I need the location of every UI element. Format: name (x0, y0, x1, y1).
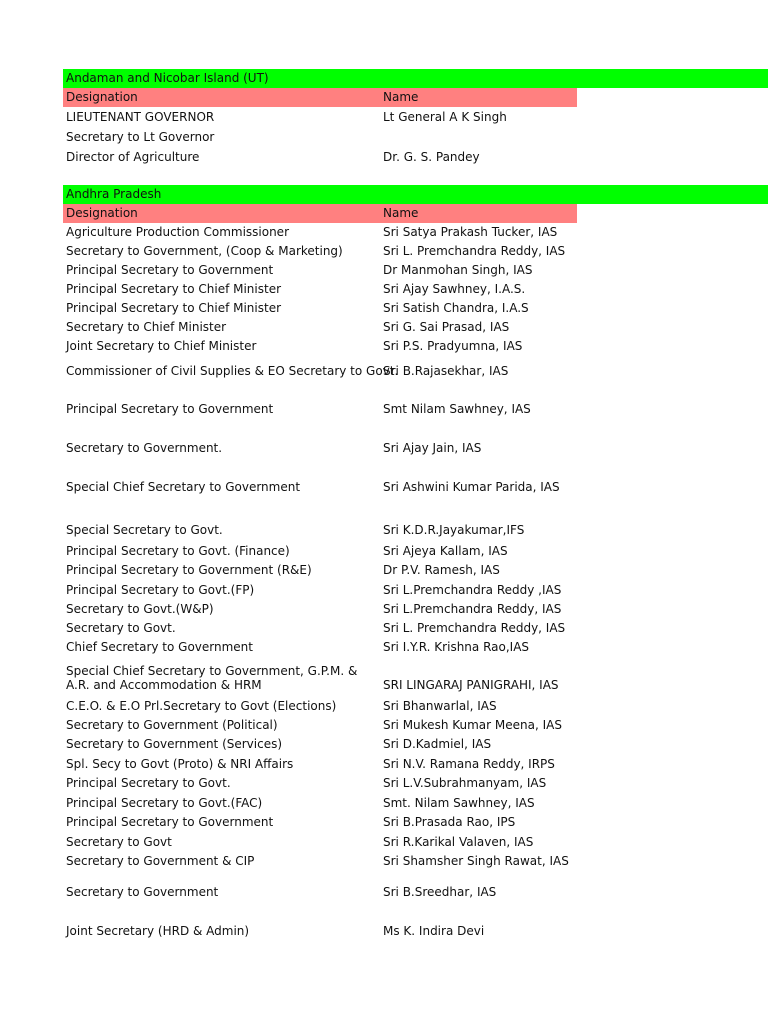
name-cell: Sri L. Premchandra Reddy, IAS (383, 621, 566, 635)
name-cell: Sri B.Rajasekhar, IAS (383, 364, 509, 378)
name-cell: Sri B.Prasada Rao, IPS (383, 815, 516, 829)
table-row (63, 852, 768, 871)
table-row (63, 793, 768, 813)
name-cell: Sri G. Sai Prasad, IAS (383, 320, 510, 334)
name-cell: Sri Ashwini Kumar Parida, IAS (383, 480, 560, 494)
table-row (63, 657, 768, 696)
name-cell: Sri Satya Prakash Tucker, IAS (383, 225, 558, 239)
designation-cell: Secretary to Government (Political) (66, 718, 278, 732)
designation-cell: Principal Secretary to Government (R&E) (66, 563, 312, 577)
table-row (63, 813, 768, 832)
designation-cell: Director of Agriculture (66, 150, 200, 164)
name-cell: Sri Shamsher Singh Rawat, IAS (383, 854, 569, 868)
name-cell: SRI LINGARAJ PANIGRAHI, IAS (383, 678, 559, 692)
table-row (63, 505, 768, 542)
name-header: Name (383, 206, 419, 220)
table-row (63, 223, 768, 242)
table-row (63, 337, 768, 356)
section-title: Andaman and Nicobar Island (UT) (63, 69, 768, 88)
name-cell: Sri Ajeya Kallam, IAS (383, 544, 508, 558)
table-row (63, 735, 768, 754)
table-row (63, 318, 768, 337)
table-row (63, 147, 768, 167)
designation-cell: Secretary to Government, (Coop & Marketing) (66, 244, 343, 258)
designation-cell: Secretary to Chief Minister (66, 320, 227, 334)
table-row (63, 299, 768, 318)
table-row (63, 754, 768, 774)
designation-cell: Principal Secretary to Government (66, 815, 274, 829)
name-cell: Smt. Nilam Sawhney, IAS (383, 796, 535, 810)
name-cell: Sri Bhanwarlal, IAS (383, 699, 497, 713)
designation-cell: Secretary to Government (66, 885, 219, 899)
name-cell: Dr Manmohan Singh, IAS (383, 263, 533, 277)
table-row (63, 716, 768, 735)
name-cell: Dr P.V. Ramesh, IAS (383, 563, 500, 577)
name-cell: Sri Ajay Jain, IAS (383, 441, 482, 455)
table-row (63, 580, 768, 600)
designation-cell: Special Chief Secretary to Government, G.P.M. & A.R. and Accommodation & HRM (66, 664, 358, 692)
designation-cell: C.E.O. & E.O Prl.Secretary to Govt (Elections) (66, 699, 337, 713)
designation-cell: Secretary to Govt (66, 835, 172, 849)
table-row (63, 466, 768, 505)
designation-cell: Commissioner of Civil Supplies & EO Secretary to Govt. (66, 364, 399, 378)
column-header-row (63, 88, 577, 107)
name-cell: Sri I.Y.R. Krishna Rao,IAS (383, 640, 530, 654)
designation-cell: Secretary to Government (Services) (66, 737, 283, 751)
designation-cell: Principal Secretary to Chief Minister (66, 282, 282, 296)
designation-cell: Principal Secretary to Govt. (66, 776, 231, 790)
table-row (63, 127, 768, 147)
table-row (63, 107, 768, 127)
column-header-row (63, 204, 577, 223)
name-cell: Sri Ajay Sawhney, I.A.S. (383, 282, 526, 296)
designation-header: Designation (66, 90, 138, 104)
designation-cell: Special Secretary to Govt. (66, 523, 223, 537)
designation-cell: Secretary to Govt. (66, 621, 176, 635)
name-cell: Sri N.V. Ramana Reddy, IRPS (383, 757, 555, 771)
name-cell: Sri L.V.Subrahmanyam, IAS (383, 776, 547, 790)
table-row (63, 561, 768, 580)
table-row (63, 242, 768, 261)
section-andaman (63, 69, 768, 167)
designation-cell: Principal Secretary to Chief Minister (66, 301, 282, 315)
table-row (63, 832, 768, 852)
table-row (63, 427, 768, 466)
table-row (63, 910, 768, 949)
name-cell: Sri L.Premchandra Reddy ,IAS (383, 583, 562, 597)
name-cell: Dr. G. S. Pandey (383, 150, 480, 164)
designation-cell: Agriculture Production Commissioner (66, 225, 290, 239)
table-row (63, 619, 768, 638)
name-cell: Lt General A K Singh (383, 110, 507, 124)
designation-cell: Joint Secretary to Chief Minister (66, 339, 257, 353)
table-row (63, 774, 768, 793)
designation-cell: Chief Secretary to Government (66, 640, 253, 654)
name-cell: Sri P.S. Pradyumna, IAS (383, 339, 523, 353)
table-row (63, 280, 768, 299)
designation-cell: Principal Secretary to Govt.(FAC) (66, 796, 263, 810)
name-cell: Sri K.D.R.Jayakumar,IFS (383, 523, 525, 537)
name-cell: Sri Satish Chandra, I.A.S (383, 301, 529, 315)
designation-cell: Principal Secretary to Government (66, 263, 274, 277)
table-row (63, 356, 768, 388)
designation-header: Designation (66, 206, 138, 220)
table-row (63, 871, 768, 910)
name-cell: Sri L. Premchandra Reddy, IAS (383, 244, 566, 258)
designation-cell: Spl. Secy to Govt (Proto) & NRI Affairs (66, 757, 294, 771)
name-cell: Sri D.Kadmiel, IAS (383, 737, 492, 751)
table-row (63, 542, 768, 561)
table-row (63, 696, 768, 716)
section-title: Andhra Pradesh (63, 185, 768, 204)
designation-cell: Principal Secretary to Govt. (Finance) (66, 544, 290, 558)
designation-cell: Secretary to Govt.(W&P) (66, 602, 214, 616)
table-row (63, 638, 768, 657)
table-row (63, 388, 768, 427)
name-header: Name (383, 90, 419, 104)
name-cell: Sri B.Sreedhar, IAS (383, 885, 497, 899)
table-row (63, 600, 768, 619)
name-cell: Sri L.Premchandra Reddy, IAS (383, 602, 562, 616)
designation-cell: Special Chief Secretary to Government (66, 480, 301, 494)
designation-cell: Principal Secretary to Govt.(FP) (66, 583, 255, 597)
designation-cell: LIEUTENANT GOVERNOR (66, 110, 215, 124)
section-andhra-pradesh (63, 185, 768, 949)
designation-cell: Secretary to Government & CIP (66, 854, 255, 868)
designation-cell: Principal Secretary to Government (66, 402, 274, 416)
name-cell: Sri Mukesh Kumar Meena, IAS (383, 718, 562, 732)
designation-cell: Secretary to Government. (66, 441, 223, 455)
table-row (63, 261, 768, 280)
designation-cell: Secretary to Lt Governor (66, 130, 215, 144)
name-cell: Smt Nilam Sawhney, IAS (383, 402, 531, 416)
name-cell: Sri R.Karikal Valaven, IAS (383, 835, 534, 849)
designation-cell: Joint Secretary (HRD & Admin) (66, 924, 250, 938)
name-cell: Ms K. Indira Devi (383, 924, 485, 938)
